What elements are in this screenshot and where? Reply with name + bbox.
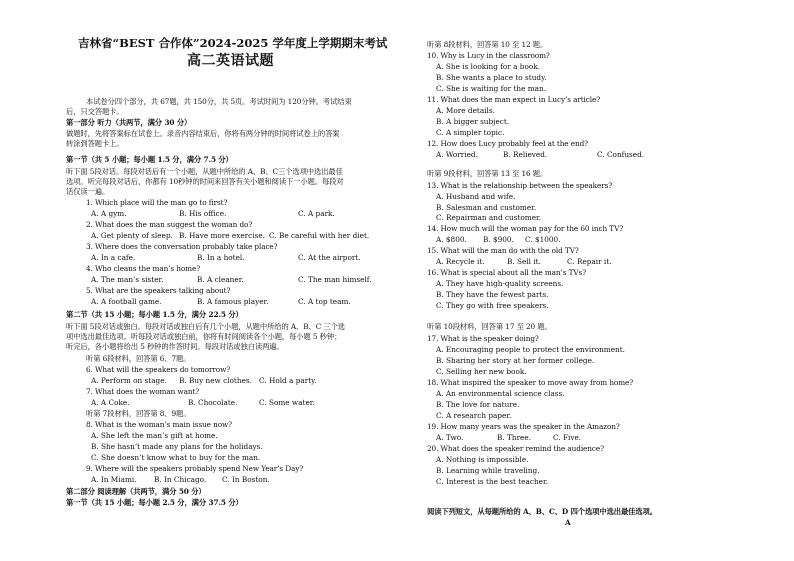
- option-c: C. Selling her new book.: [436, 367, 527, 376]
- listen-label: 听第 9段材料，回答第 13 至 16 题。: [427, 169, 548, 178]
- option-b: B. A bigger subject.: [436, 117, 510, 126]
- option-a: A. Get plenty of sleep.: [91, 231, 173, 240]
- option-b: B. Sell it.: [507, 257, 541, 266]
- option-a: A. Perform on stage.: [91, 376, 167, 385]
- part1-heading: 第一部分 听力（共两节，满分 30 分）: [66, 118, 192, 127]
- option-b: B. A cleaner.: [197, 275, 244, 284]
- intro-line: 后，只交答题卡。: [66, 107, 124, 116]
- option-b: B. Salesman and customer.: [436, 203, 537, 212]
- option-c: C. The man himself.: [298, 275, 372, 284]
- section1-heading: 第一节（共 5 小题；每小题 1.5 分，满分 7.5 分）: [66, 155, 233, 164]
- section2-instruction: 听完后，各小题将给出 5 秒钟的作答时间。每段对话或独白读两遍。: [66, 342, 284, 351]
- option-c: C. Some water.: [259, 398, 315, 407]
- option-c: C. Be careful with her diet.: [269, 231, 370, 240]
- option-a: A. In a cafe.: [91, 253, 136, 262]
- section2-instruction: 听下面 5段对话或独白。每段对话或独白后有几个小题，从题中所给的 A、B、C 三个选: [66, 322, 346, 331]
- question-stem: 4. Who cleans the man’s home?: [86, 264, 201, 273]
- option-a: A. Recycle it.: [436, 257, 485, 266]
- question-stem: 14. How much will the woman pay for the 60 inch TV?: [427, 224, 624, 233]
- listen-label: 听第 6段材料，回答第 6、7题。: [86, 354, 191, 363]
- listen-label: 听第 7段材料，回答第 8、9题。: [86, 409, 191, 418]
- option-a: A. An environmental science class.: [436, 389, 565, 398]
- option-b: B. Relieved.: [503, 150, 548, 159]
- option-c: C. She is waiting for the man.: [436, 84, 547, 93]
- question-stem: 19. How many years was the speaker in the Amazon?: [427, 422, 620, 431]
- intro-line: 本试卷分四个部分，共 67题，共 150分，共 5页。考试时间为 120分钟。考试结束: [86, 97, 352, 106]
- question-stem: 13. What is the relationship between the speakers?: [427, 181, 613, 190]
- section1-instruction: 话仅读一遍。: [66, 187, 110, 196]
- option-b: B. She hasn’t made any plans for the holidays.: [91, 442, 263, 451]
- option-c: C. In Boston.: [222, 475, 270, 484]
- option-a: A. A football game.: [91, 297, 162, 306]
- option-b: B. $900.: [483, 235, 514, 244]
- question-stem: 5. What are the speakers talking about?: [86, 286, 231, 295]
- option-c: C. Repairman and customer.: [436, 213, 542, 222]
- option-b: B. Sharing her story at her former college.: [436, 356, 595, 365]
- section2-instruction: 项中选出最佳选项。听每段对话或独白前，你将有时间阅读各个小题，每小题 5 秒钟；: [66, 332, 342, 341]
- option-b: B. His office.: [179, 209, 227, 218]
- option-b: B. Three.: [497, 433, 532, 442]
- option-b: B. She wants a place to study.: [436, 73, 547, 82]
- question-stem: 12. How does Lucy probably feel at the end?: [427, 139, 588, 148]
- option-a: A. She left the man’s gift at home.: [91, 431, 218, 440]
- option-b: B. They have the fewest parts.: [436, 290, 549, 299]
- option-b: B. The love for nature.: [436, 400, 520, 409]
- option-c: C. Repair it.: [567, 257, 612, 266]
- option-a: A. $800.: [436, 235, 467, 244]
- part1-note: 做题时，先将答案标在试卷上。录音内容结束后，你将有两分钟的时间将试卷上的答案: [66, 129, 340, 138]
- question-stem: 17. What is the speaker doing?: [427, 334, 539, 343]
- option-a: A. More details.: [436, 106, 495, 115]
- question-stem: 18. What inspired the speaker to move away from home?: [427, 378, 634, 387]
- section1-instruction: 选项。听完每段对话后，你都有 10秒钟的时间来回答有关小题和阅读下一小题。每段对: [66, 177, 344, 186]
- option-c: C. Interest is the best teacher.: [436, 477, 548, 486]
- option-b: B. Chocolate.: [188, 398, 238, 407]
- option-a: A. A gym.: [91, 209, 127, 218]
- part1-note: 转涂到答题卡上。: [66, 139, 124, 148]
- option-a: A. Worried.: [436, 150, 478, 159]
- question-stem: 6. What will the speakers do tomorrow?: [86, 365, 231, 374]
- option-a: A. Encouraging people to protect the environment.: [436, 345, 625, 354]
- question-stem: 2. What does the man suggest the woman do?: [86, 220, 253, 229]
- option-c: C. $1000.: [525, 235, 561, 244]
- option-c: C. A top team.: [298, 297, 351, 306]
- exam-subtitle: 高二英语试题: [187, 53, 274, 69]
- part2-section1-heading: 第一节（共 15 小题；每小题 2.5 分，满分 37.5 分）: [66, 498, 243, 507]
- question-stem: 10. Why is Lucy in the classroom?: [427, 51, 550, 60]
- option-a: A. In Miami.: [91, 475, 137, 484]
- option-a: A. Nothing is impossible.: [436, 455, 529, 464]
- option-c: C. At the airport.: [298, 253, 361, 262]
- question-stem: 9. Where will the speakers probably spend New Year’s Day?: [86, 464, 304, 473]
- listen-label: 听第 10段材料，回答第 17 至 20 题。: [427, 322, 552, 331]
- listen-label: 听第 8段材料，回答第 10 至 12 题。: [427, 40, 548, 49]
- option-c: C. They go with free speakers.: [436, 301, 549, 310]
- option-b: B. Buy new clothes.: [179, 376, 252, 385]
- option-a: A. Husband and wife.: [436, 192, 516, 201]
- question-stem: 3. Where does the conversation probably take place?: [86, 242, 278, 251]
- option-a: A. A Coke.: [91, 398, 130, 407]
- question-stem: 8. What is the woman’s main issue now?: [86, 420, 232, 429]
- option-c: C. Hold a party.: [259, 376, 317, 385]
- option-b: B. Have more exercise.: [179, 231, 265, 240]
- option-a: A. Two.: [436, 433, 464, 442]
- option-c: C. Confused.: [597, 150, 645, 159]
- question-stem: 15. What will the man do with the old TV?: [427, 246, 579, 255]
- section2-heading: 第二节（共 15 小题；每小题 1.5 分，满分 22.5 分）: [66, 310, 243, 319]
- option-c: C. Five.: [553, 433, 582, 442]
- question-stem: 16. What is special about all the man’s TVs?: [427, 268, 587, 277]
- option-a: A. The man’s sister.: [91, 275, 164, 284]
- section1-instruction: 听下面 5段对话。每段对话后有一个小题，从题中所给的 A、B、C三个选项中选出最佳: [66, 167, 343, 176]
- part2-heading: 第二部分 阅读理解（共两节，满分 50 分）: [66, 487, 206, 496]
- option-b: B. In a hotel.: [197, 253, 245, 262]
- question-stem: 11. What does the man expect in Lucy’s article?: [427, 95, 601, 104]
- reading-instruction: 阅读下列短文，从每题所给的 A、B、C、D 四个选项中选出最佳选项。: [427, 507, 657, 516]
- option-a: A. They have high-quality screens.: [436, 279, 564, 288]
- option-c: C. A park.: [298, 209, 335, 218]
- option-b: B. Learning while traveling.: [436, 466, 540, 475]
- option-c: C. A simpler topic.: [436, 128, 505, 137]
- option-b: B. A famous player.: [197, 297, 269, 306]
- question-stem: 1. Which place will the man go to first?: [86, 198, 228, 207]
- option-c: C. She doesn’t know what to buy for the man.: [91, 453, 261, 462]
- question-stem: 7. What does the woman want?: [86, 387, 200, 396]
- option-b: B. In Chicago.: [154, 475, 207, 484]
- option-c: C. A research paper.: [436, 411, 512, 420]
- passage-label: A: [565, 518, 571, 527]
- question-stem: 20. What does the speaker remind the audience?: [427, 444, 604, 453]
- exam-title: 吉林省“BEST 合作体”2024-2025 学年度上学期期末考试: [78, 36, 388, 50]
- option-a: A. She is looking for a book.: [436, 62, 540, 71]
